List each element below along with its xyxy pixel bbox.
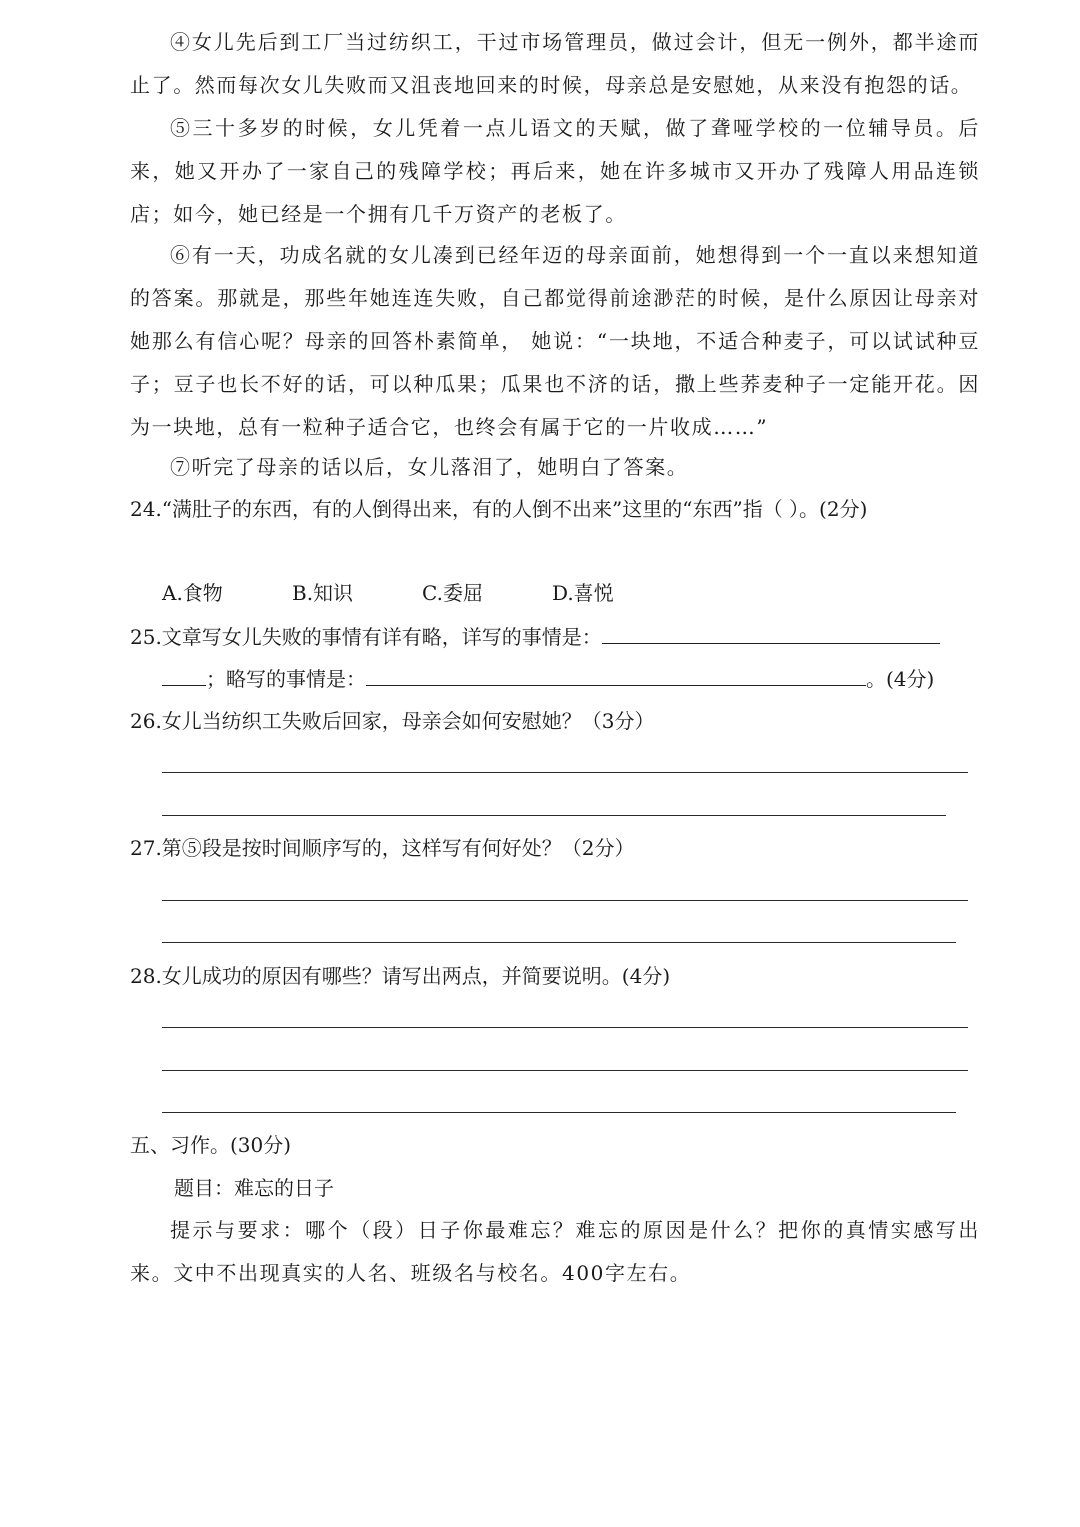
question-25-text-c: 。(4分) xyxy=(866,667,935,691)
q26-answer-line-1[interactable] xyxy=(162,772,968,773)
question-25-line-1 xyxy=(130,616,980,659)
q25-detailed-blank[interactable] xyxy=(602,623,940,644)
option-d[interactable]: D.喜悦 xyxy=(552,581,614,605)
q27-answer-line-1[interactable] xyxy=(162,900,968,901)
option-b[interactable]: B.知识 xyxy=(292,581,354,605)
question-24: 24.“满肚子的东西，有的人倒得出来，有的人倒不出来”这里的“东西”指（ ）。(2分) xyxy=(130,497,868,521)
question-25-line-2 xyxy=(162,658,982,701)
question-26: 26.女儿当纺织工失败后回家，母亲会如何安慰她？（3分） xyxy=(130,709,655,733)
passage-paragraph-5: ⑤三十多岁的时候，女儿凭着一点儿语文的天赋，做了聋哑学校的一位辅导员。后来，她又开办了一家自己的残障学校；再后来，她在许多城市又开办了残障人用品连锁店；如今，她已经是一个拥有几千万资产的老板了。 xyxy=(130,116,980,226)
question-25-text-b: ；略写的事情是： xyxy=(206,667,366,691)
composition-heading: 五、习作。(30分) xyxy=(130,1133,292,1157)
passage-paragraph-7: ⑦听完了母亲的话以后，女儿落泪了，她明白了答案。 xyxy=(170,455,689,479)
question-24-options xyxy=(162,575,682,611)
question-28: 28.女儿成功的原因有哪些？请写出两点，并简要说明。(4分) xyxy=(130,964,671,988)
composition-title: 题目：难忘的日子 xyxy=(174,1176,334,1200)
option-a[interactable]: A.食物 xyxy=(162,581,223,605)
passage-paragraph-4: ④女儿先后到工厂当过纺织工，干过市场管理员，做过会计，但无一例外，都半途而止了。然而每次女儿失败而又沮丧地回来的时候，母亲总是安慰她，从来没有抱怨的话。 xyxy=(130,30,980,97)
q26-answer-line-2[interactable] xyxy=(162,815,946,816)
q25-detailed-blank-cont[interactable] xyxy=(162,665,206,686)
question-27: 27.第⑤段是按时间顺序写的，这样写有何好处？（2分） xyxy=(130,836,635,860)
question-25-text-a: 25.文章写女儿失败的事情有详有略，详写的事情是： xyxy=(130,625,602,649)
q27-answer-line-2[interactable] xyxy=(162,942,956,943)
q28-answer-line-1[interactable] xyxy=(162,1027,968,1028)
q28-answer-line-3[interactable] xyxy=(162,1112,956,1113)
q25-brief-blank[interactable] xyxy=(366,665,866,686)
composition-requirements: 提示与要求：哪个（段）日子你最难忘？难忘的原因是什么？把你的真情实感写出来。文中不出现真实的人名、班级名与校名。400字左右。 xyxy=(130,1218,980,1285)
q28-answer-line-2[interactable] xyxy=(162,1070,968,1071)
option-c[interactable]: C.委屈 xyxy=(422,581,483,605)
passage-paragraph-6: ⑥有一天，功成名就的女儿凑到已经年迈的母亲面前，她想得到一个一直以来想知道的答案。那就是，那些年她连连失败，自己都觉得前途渺茫的时候，是什么原因让母亲对她那么有信心呢？母亲的回答朴素简单， 她说：“一块地，不适合种麦子，可以试试种豆子；豆子也长不好的话，可以种瓜果；瓜果也不济的话，撒上些荞麦种子一定能开花。因为一块地，总有一粒种子适合它，也终会有属于它的一片收成……” xyxy=(130,243,980,439)
